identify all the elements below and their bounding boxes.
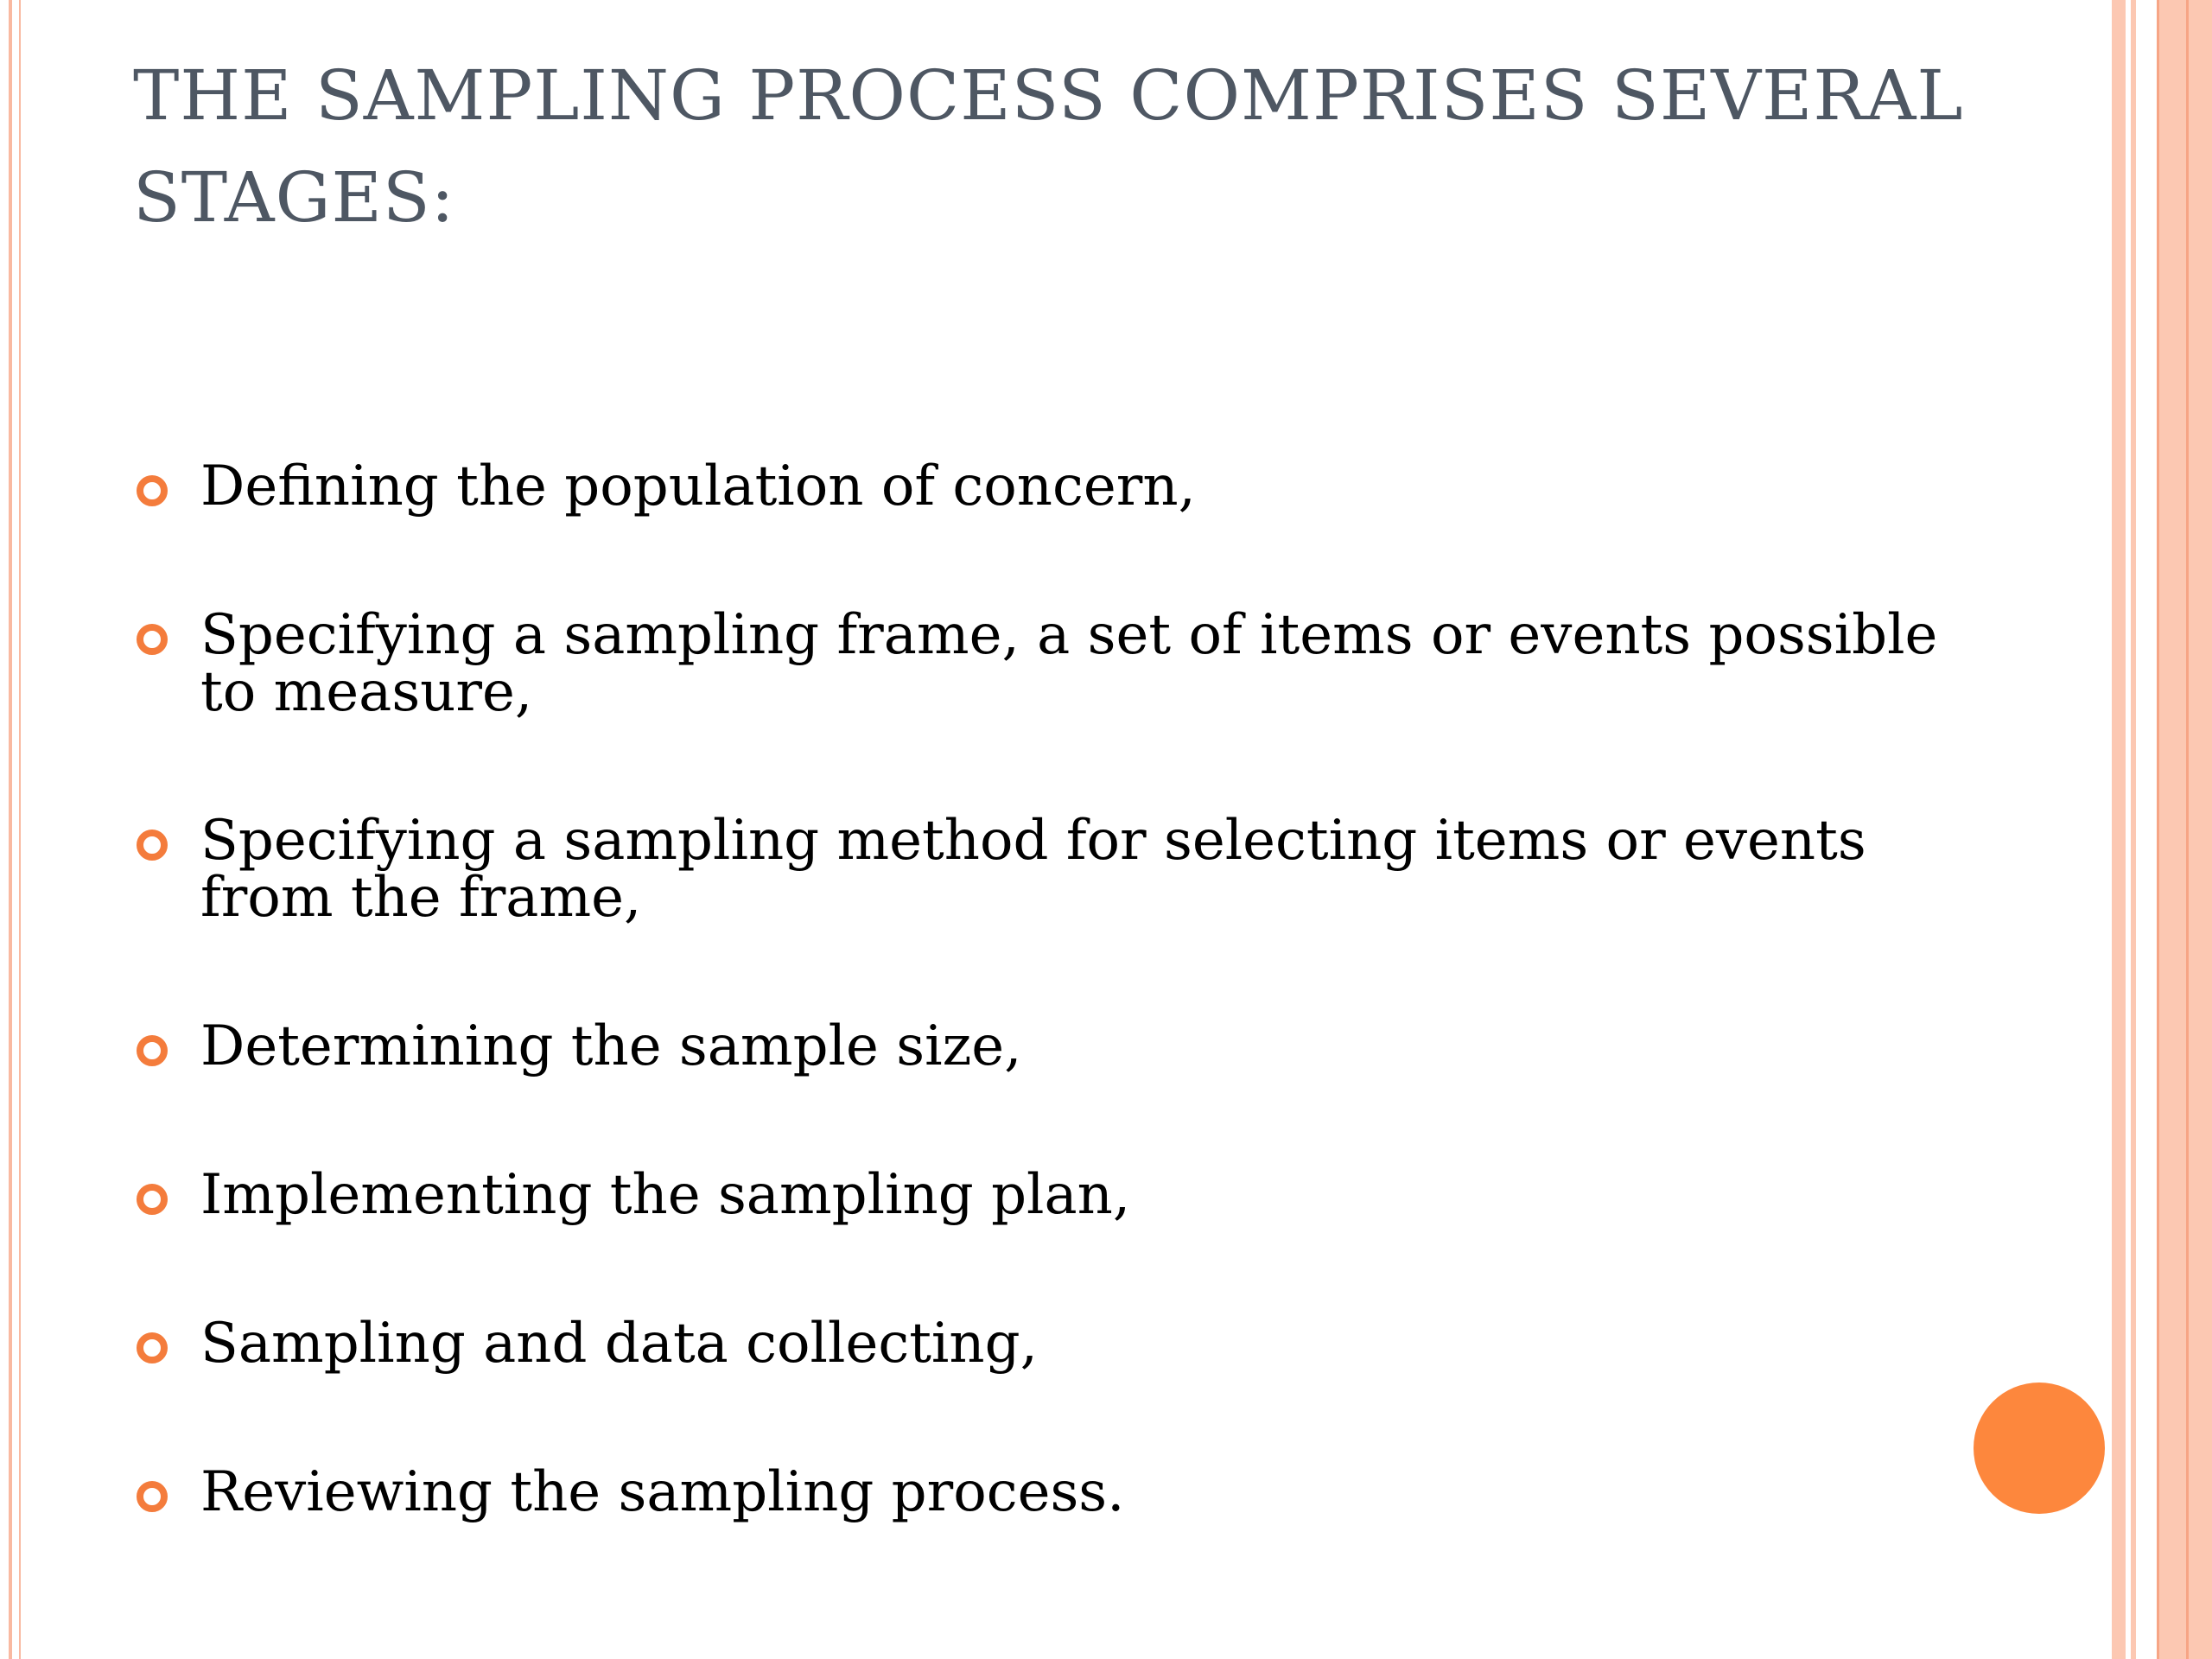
right-border-line-inner	[2186, 0, 2189, 1659]
ring-bullet-icon	[137, 1184, 168, 1215]
right-border-line	[2157, 0, 2159, 1659]
bullet-text: Specifying a sampling frame, a set of items or events possible to measure,	[200, 603, 1938, 724]
list-item	[133, 1312, 1948, 1376]
list-item	[133, 603, 1948, 724]
bullet-list	[133, 454, 1948, 1612]
slide-title: THE SAMPLING PROCESS COMPRISES SEVERAL STAGES:	[133, 55, 1964, 238]
bullet-text: Determining the sample size,	[200, 1014, 1022, 1078]
ring-bullet-icon	[137, 1481, 168, 1512]
orange-circle-decoration	[1974, 1382, 2105, 1514]
list-item	[133, 1163, 1948, 1227]
ring-bullet-icon	[137, 830, 168, 861]
bullet-text: Implementing the sampling plan,	[200, 1163, 1131, 1227]
left-border-line	[9, 0, 12, 1659]
ring-bullet-icon	[137, 1035, 168, 1066]
ring-bullet-icon	[137, 475, 168, 506]
list-item	[133, 454, 1948, 518]
ring-bullet-icon	[137, 624, 168, 655]
list-item	[133, 1460, 1948, 1524]
left-border-line-thin	[19, 0, 21, 1659]
ring-bullet-icon	[137, 1332, 168, 1363]
right-border-band-wide	[2157, 0, 2212, 1659]
list-item	[133, 809, 1948, 930]
bullet-text: Specifying a sampling method for selecting items or events from the frame,	[200, 809, 1866, 930]
list-item	[133, 1014, 1948, 1078]
bullet-text: Defining the population of concern,	[200, 454, 1196, 518]
bullet-text: Reviewing the sampling process.	[200, 1460, 1125, 1524]
right-border-gap-wide	[2136, 0, 2157, 1659]
right-border-band	[2112, 0, 2126, 1659]
bullet-text: Sampling and data collecting,	[200, 1312, 1038, 1376]
